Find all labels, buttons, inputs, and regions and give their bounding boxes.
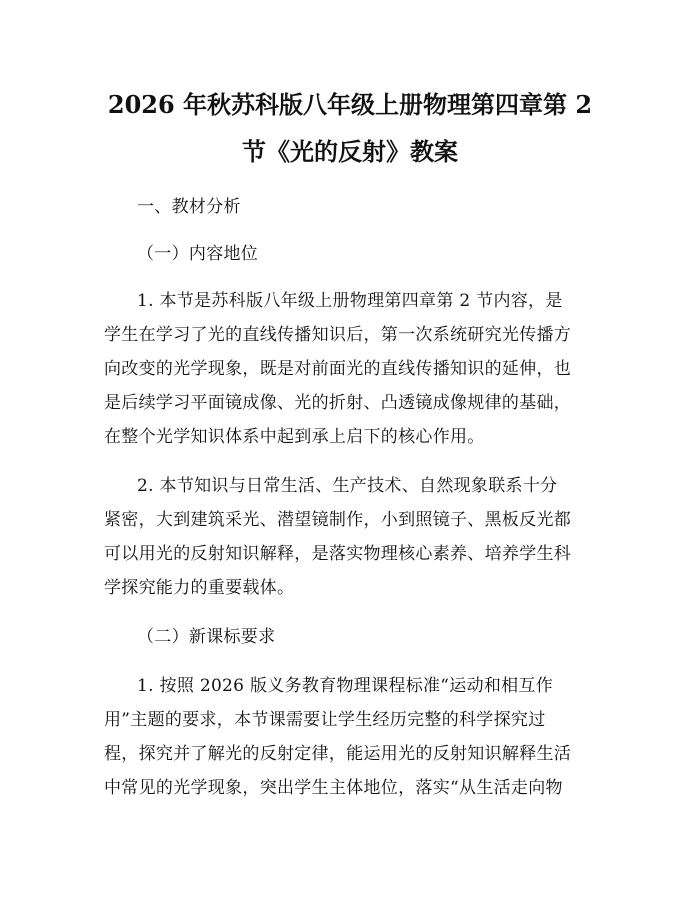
paragraph-2-line: 2. 本节知识与日常生活、生产技术、自然现象联系十分 bbox=[137, 476, 558, 496]
paragraph-2-line: 可以用光的反射知识解释，是落实物理核心素养、培养学生科 bbox=[104, 544, 572, 564]
paragraph-3-line: 用”主题的要求，本节课需要让学生经历完整的科学探究过 bbox=[104, 710, 546, 730]
document-title-line-2: 节《光的反射》教案 bbox=[242, 137, 458, 166]
paragraph-1-line: 是后续学习平面镜成像、光的折射、凸透镜成像规律的基础， bbox=[104, 393, 572, 413]
paragraph-3-line: 1. 按照 2026 版义务教育物理课程标准“运动和相互作 bbox=[137, 676, 554, 696]
subsection-heading-new-curriculum-requirements: （二）新课标要求 bbox=[137, 627, 276, 647]
paragraph-1-line: 1. 本节是苏科版八年级上册物理第四章第 2 节内容，是 bbox=[137, 291, 563, 311]
paragraph-3-line: 中常见的光学现象，突出学生主体地位，落实“从生活走向物 bbox=[104, 778, 563, 798]
paragraph-2-line: 学探究能力的重要载体。 bbox=[104, 578, 295, 598]
paragraph-1-line: 学生在学习了光的直线传播知识后，第一次系统研究光传播方 bbox=[104, 325, 572, 345]
paragraph-1-line: 在整个光学知识体系中起到承上启下的核心作用。 bbox=[104, 427, 485, 447]
paragraph-3-line: 程，探究并了解光的反射定律，能运用光的反射知识解释生活 bbox=[104, 744, 572, 764]
paragraph-2-line: 紧密，大到建筑采光、潜望镜制作，小到照镜子、黑板反光都 bbox=[104, 510, 572, 530]
paragraph-1-line: 向改变的光学现象，既是对前面光的直线传播知识的延伸，也 bbox=[104, 359, 572, 379]
section-heading-teaching-material-analysis: 一、教材分析 bbox=[137, 197, 241, 217]
document-title-line-1: 2026 年秋苏科版八年级上册物理第四章第 2 bbox=[107, 90, 593, 119]
subsection-heading-content-position: （一）内容地位 bbox=[137, 244, 259, 264]
